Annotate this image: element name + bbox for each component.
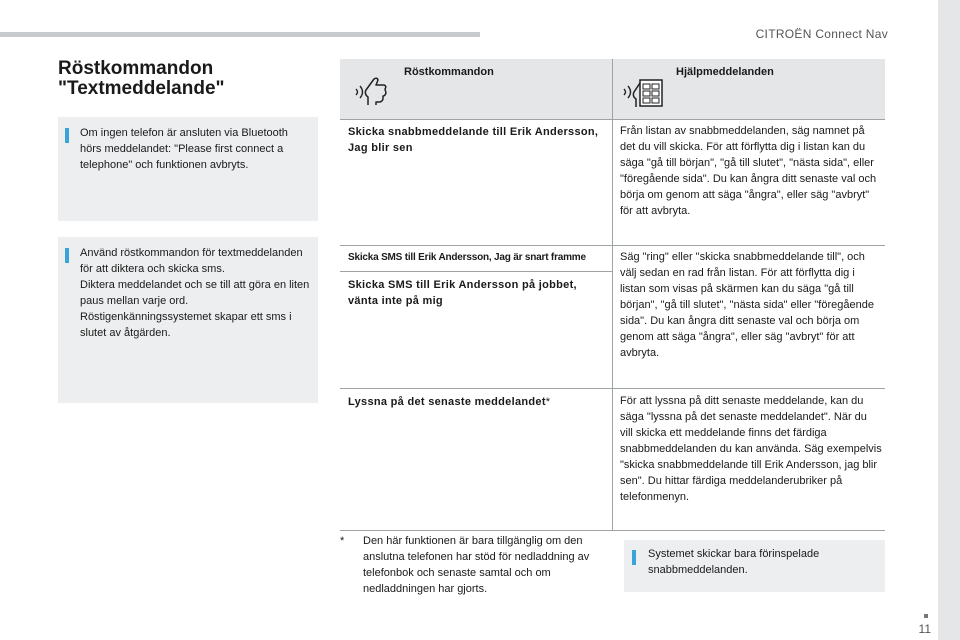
info-bar-icon [65, 128, 69, 143]
command-text: Lyssna på det senaste meddelandet [348, 396, 546, 408]
page-title [58, 59, 225, 99]
command-cell [348, 394, 604, 410]
page-title-line1: Röstkommandon [58, 58, 214, 79]
voice-command-icon [354, 75, 390, 109]
voice-command-table [340, 59, 885, 531]
info-bar-icon [65, 248, 69, 263]
column-divider [612, 59, 613, 531]
page-number: 11 [918, 622, 931, 636]
footnote [340, 533, 600, 597]
info-bar-icon [632, 550, 636, 565]
footnote-mark: * [340, 535, 345, 547]
page-marker [924, 614, 928, 618]
help-cell: För att lyssna på ditt senaste meddelande, kan du säga "lyssna på det senaste meddelandet". När du vill skicka ett meddelande finns det färdiga snabbmeddelanden du kan använda. Säg exempelvis "skicka snabbmeddelande till Erik Andersson, jag blir sen". Du hittar färdiga meddelanderubriker på telefonmenyn. [620, 395, 882, 503]
header-title: CITROËN Connect Nav [755, 27, 888, 41]
side-strip [938, 0, 960, 640]
voice-help-icon [622, 77, 666, 111]
help-cell: Från listan av snabbmeddelanden, säg namnet på det du vill skicka. För att förflytta dig i listan kan du säga "gå till början", "gå till slutet", "nästa sida", eller "föregående sida". Du kan ångra ditt senaste val och börja om genom att säga "ångra", eller säg "avbryt" för att avbryta. [620, 125, 877, 217]
info-note-line: Röstigenkänningssystemet skapar ett sms i slutet av åtgärden. [80, 311, 292, 339]
command-cell: Skicka SMS till Erik Andersson på jobbet, vänta inte på mig [348, 279, 577, 307]
column-header-commands: Röstkommandon [404, 66, 494, 78]
info-note-dictation [58, 237, 318, 403]
column-header-help: Hjälpmeddelanden [676, 66, 774, 78]
command-cell: Skicka SMS till Erik Andersson, Jag är snart framme [348, 252, 586, 263]
info-note-line: Använd röstkommandon för textmeddelanden för att diktera och skicka sms. [80, 247, 303, 275]
info-note-line: Diktera meddelandet och se till att göra en liten paus mellan varje ord. [80, 279, 310, 307]
command-cell: Skicka snabbmeddelande till Erik Andersson, Jag blir sen [348, 126, 599, 154]
info-note-predefined [624, 540, 885, 592]
info-note-text: Systemet skickar bara förinspelade snabbmeddelanden. [648, 548, 820, 576]
info-note-text: Om ingen telefon är ansluten via Bluetooth hörs meddelandet: "Please first connect a telephone" och funktionen avbryts. [80, 127, 288, 171]
info-note-bluetooth [58, 117, 318, 221]
help-cell: Säg "ring" eller "skicka snabbmeddelande till", och välj sedan en rad från listan. För att förflytta dig i listan som visas på skärmen kan du säga "gå till början", "gå till slutet", "nästa sida" eller "föregående sida". Du kan ångra ditt senaste val och börja om genom att säga "ångra", eller säg "avbryt" för att avbryta. [620, 251, 874, 359]
page-title-line2: "Textmeddelande" [58, 78, 225, 99]
table-divider [340, 271, 613, 272]
footnote-text: Den här funktionen är bara tillgänglig om den anslutna telefonen har stöd för nedladdning av telefonbok och senaste samtal och om nedladdningen har gjorts. [363, 535, 590, 595]
command-footnote-mark: * [545, 396, 551, 408]
header-rule [0, 32, 480, 37]
